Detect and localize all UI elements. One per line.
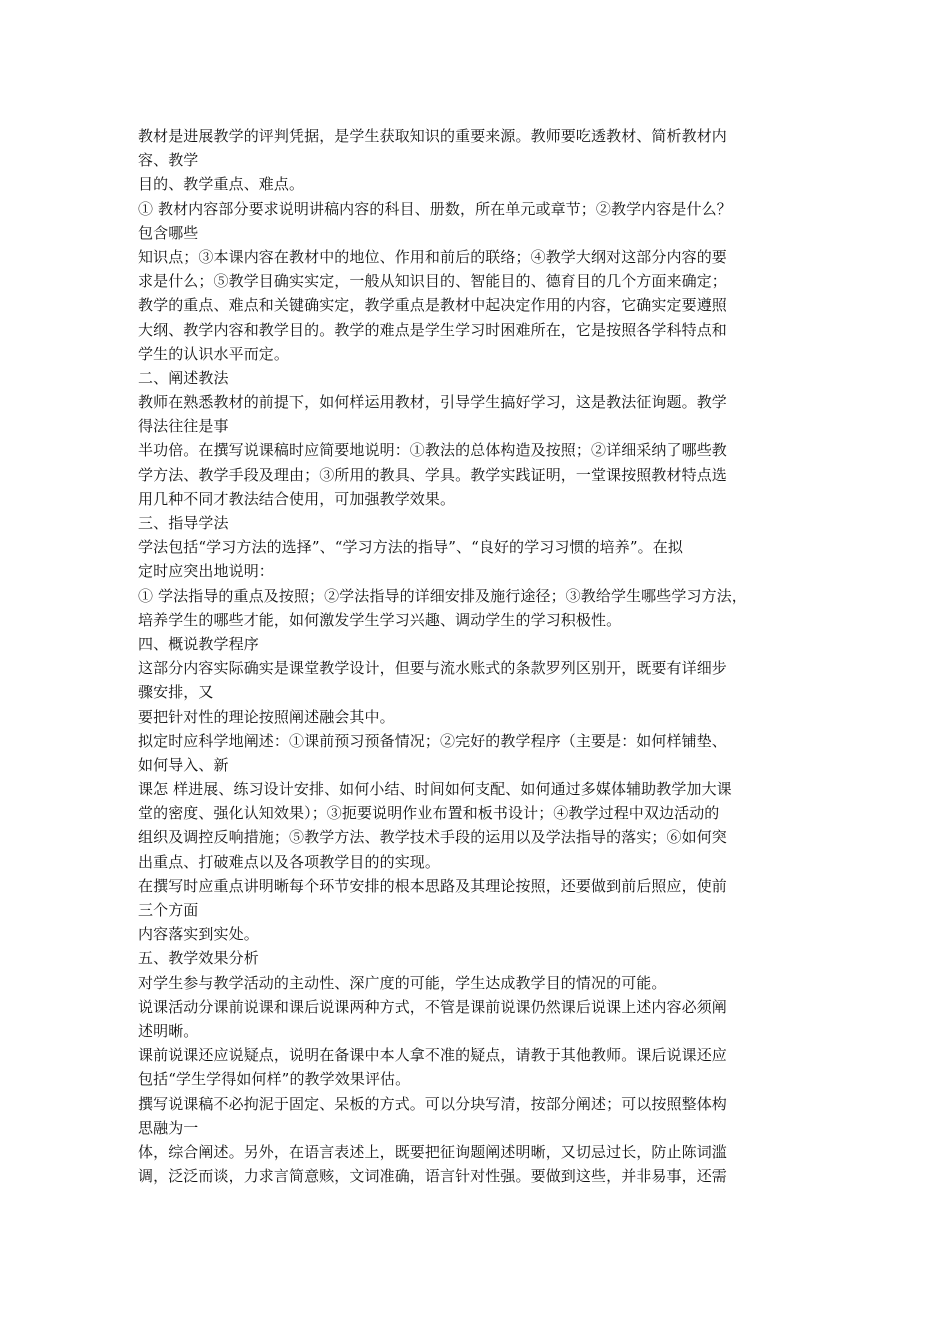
text-line: ① 教材内容部分要求说明讲稿内容的科目、册数，所在单元或章节；②教学内容是什么？	[138, 199, 732, 218]
text-line: 对学生参与教学活动的主动性、深广度的可能，学生达成教学目的情况的可能。	[138, 973, 667, 992]
text-line: 骤安排，又	[138, 683, 214, 702]
text-line: 目的、教学重点、难点。	[138, 175, 305, 194]
text-line: 出重点、打破难点以及各项教学目的的实现。	[138, 852, 441, 871]
text-line: 说课活动分课前说课和课后说课两种方式，不管是课前说课仍然课后说课上述内容必须阐	[138, 997, 727, 1016]
text-line: 三、指导学法	[138, 514, 229, 532]
text-line: 包括“学生学得如何样”的教学效果评估。	[138, 1070, 411, 1089]
text-line: 包含哪些	[138, 223, 199, 242]
text-line: 思融为一	[138, 1118, 199, 1137]
text-line: 调，泛泛而谈，力求言简意赅，文词准确，语言针对性强。要做到这些，并非易事，还需	[138, 1167, 727, 1186]
text-line: 培养学生的哪些才能，如何激发学生学习兴趣、调动学生的学习积极性。	[138, 610, 622, 629]
text-line: 半功倍。在撰写说课稿时应简要地说明：①教法的总体构造及按照；②详细采纳了哪些教	[138, 441, 727, 460]
text-line: 学方法、教学手段及理由；③所用的教具、学具。教学实践证明，一堂课按照教材特点选	[138, 465, 727, 484]
text-line: 撰写说课稿不必拘泥于固定、呆板的方式。可以分块写清，按部分阐述；可以按照整体构	[138, 1094, 727, 1113]
text-line: 内容落实到实处。	[138, 925, 259, 944]
document-body	[138, 124, 818, 1188]
text-line: 二、阐述教法	[138, 368, 229, 387]
text-line: ① 学法指导的重点及按照；②学法指导的详细安排及施行途径；③教给学生哪些学习方法，	[138, 586, 747, 605]
text-line: 定时应突出地说明：	[138, 562, 274, 581]
text-line: 在撰写时应重点讲明晰每个环节安排的根本思路及其理论按照，还要做到前后照应，使前	[138, 876, 727, 895]
text-line: 容、教学	[138, 151, 199, 170]
text-line: 大纲、教学内容和教学目的。教学的难点是学生学习时困难所在，它是按照各学科特点和	[138, 320, 727, 339]
text-line: 用几种不同才教法结合使用，可加强教学效果。	[138, 489, 456, 508]
text-line: 四、概说教学程序	[138, 634, 259, 653]
text-line: 知识点；③本课内容在教材中的地位、作用和前后的联络；④教学大纲对这部分内容的要	[138, 247, 727, 266]
text-line: 教材是进展教学的评判凭据，是学生获取知识的重要来源。教师要吃透教材、简析教材内	[138, 127, 727, 145]
text-line: 述明晰。	[138, 1021, 199, 1040]
text-line: 拟定时应科学地阐述：①课前预习预备情况；②完好的教学程序（主要是：如何样铺垫、	[138, 731, 727, 750]
text-line: 要把针对性的理论按照阐述融会其中。	[138, 707, 395, 726]
text-line: 体，综合阐述。另外，在语言表述上，既要把征询题阐述明晰，又切忌过长，防止陈词滥	[138, 1142, 727, 1161]
text-line: 如何导入、新	[138, 755, 229, 774]
text-line: 教学的重点、难点和关键确实定，教学重点是教材中起决定作用的内容，它确实定要遵照	[138, 296, 727, 315]
text-line: 组织及调控反响措施；⑤教学方法、教学技术手段的运用以及学法指导的落实；⑥如何突	[138, 828, 727, 847]
text-line: 学法包括“学习方法的选择”、“学习方法的指导”、“良好的学习习惯的培养”。在拟	[138, 538, 683, 557]
text-line: 教师在熟悉教材的前提下，如何样运用教材，引导学生搞好学习，这是教法征询题。教学	[138, 393, 727, 412]
text-line: 学生的认识水平而定。	[138, 344, 290, 363]
text-line: 得法往往是事	[138, 417, 229, 436]
text-line: 课怎 样进展、练习设计安排、如何小结、时间如何支配、如何通过多媒体辅助教学加大课	[138, 780, 732, 799]
text-line: 五、教学效果分析	[138, 949, 259, 968]
text-line: 课前说课还应说疑点，说明在备课中本人拿不准的疑点，请教于其他教师。课后说课还应	[138, 1046, 727, 1065]
text-line: 堂的密度、强化认知效果）；③扼要说明作业布置和板书设计；④教学过程中双边活动的	[138, 804, 720, 823]
text-line: 这部分内容实际确实是课堂教学设计，但要与流水账式的条款罗列区别开，既要有详细步	[138, 659, 727, 678]
text-line: 三个方面	[138, 901, 199, 919]
text-line: 求是什么；⑤教学目确实实定，一般从知识目的、智能目的、德育目的几个方面来确定；	[138, 272, 727, 291]
